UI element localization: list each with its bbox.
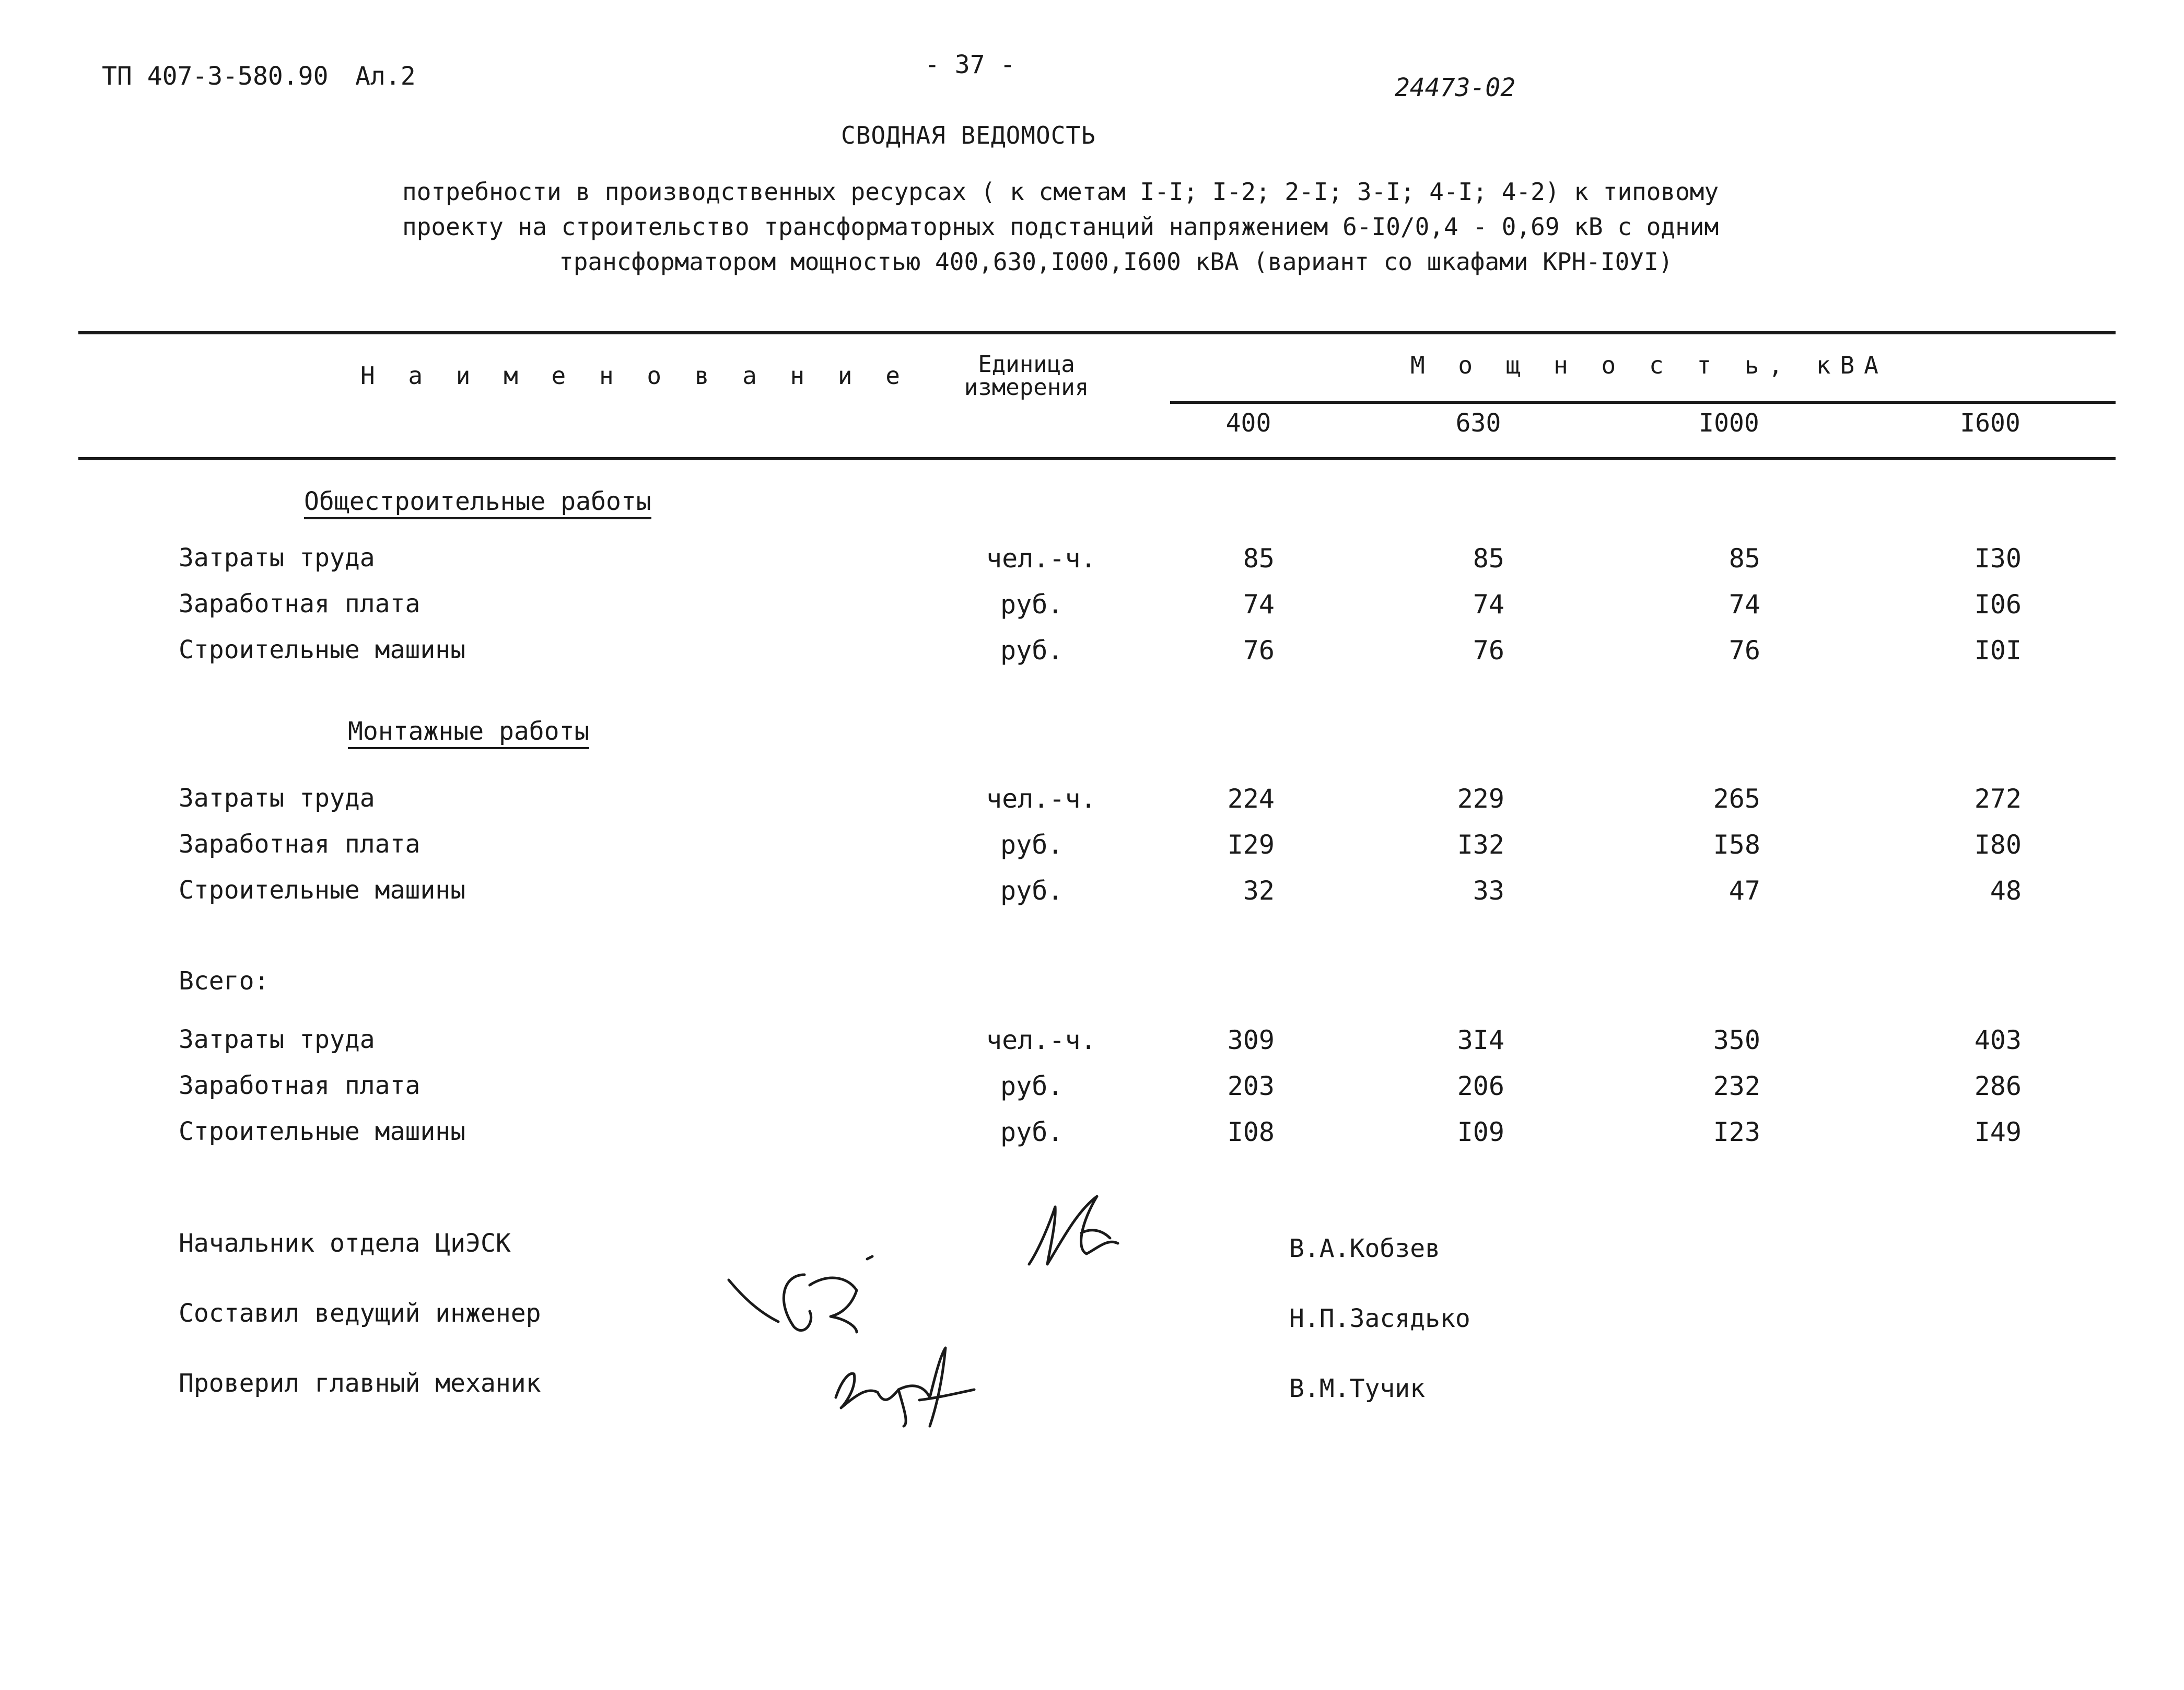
value-400: 32 bbox=[1243, 876, 1275, 906]
value-400: 309 bbox=[1227, 1025, 1275, 1055]
value-1000: 265 bbox=[1713, 784, 1760, 814]
page-title: СВОДНАЯ ВЕДОМОСТЬ bbox=[841, 121, 1096, 149]
power-630-header: 630 bbox=[1455, 409, 1501, 438]
value-1000: 232 bbox=[1713, 1071, 1760, 1101]
row-unit: чел.-ч. bbox=[986, 1025, 1096, 1055]
row-unit: руб. bbox=[1000, 1117, 1064, 1147]
document-number: 24473-02 bbox=[1395, 73, 1516, 102]
subtitle-line-3: трансформатором мощностью 400,630,I000,I600 кВА (вариант со шкафами КРН-I0УI) bbox=[559, 248, 1673, 276]
column-header-name: Н а и м е н о в а н и е bbox=[360, 362, 909, 390]
value-1600: 286 bbox=[1974, 1071, 2022, 1101]
value-630: 206 bbox=[1457, 1071, 1504, 1101]
handwritten-signature-3 bbox=[825, 1345, 977, 1429]
column-header-unit-line1: Единица bbox=[978, 351, 1075, 378]
value-630: 229 bbox=[1457, 784, 1504, 814]
table-top-rule bbox=[78, 331, 2116, 334]
row-unit: руб. bbox=[1000, 635, 1064, 666]
signature-name: В.А.Кобзев bbox=[1289, 1234, 1440, 1263]
power-1000-header: I000 bbox=[1699, 409, 1759, 438]
row-unit: руб. bbox=[1000, 830, 1064, 860]
row-unit: руб. bbox=[1000, 876, 1064, 906]
signature-name: Н.П.Засядько bbox=[1289, 1304, 1470, 1333]
signature-name: В.М.Тучик bbox=[1289, 1374, 1426, 1403]
power-header-rule bbox=[1170, 401, 2116, 404]
value-400: 76 bbox=[1243, 635, 1275, 666]
value-1600: I80 bbox=[1974, 830, 2022, 860]
power-400-header: 400 bbox=[1225, 409, 1271, 438]
value-1600: I30 bbox=[1974, 543, 2022, 574]
value-630: 76 bbox=[1473, 635, 1504, 666]
value-400: 224 bbox=[1227, 784, 1275, 814]
section-heading-installation: Монтажные работы bbox=[348, 717, 589, 749]
document-code: ТП 407-3-580.90 bbox=[102, 62, 329, 91]
value-400: 74 bbox=[1243, 589, 1275, 620]
row-unit: руб. bbox=[1000, 589, 1064, 620]
row-unit: чел.-ч. bbox=[986, 543, 1096, 574]
row-name: Затраты труда bbox=[179, 784, 375, 813]
album-label: Ал.2 bbox=[355, 62, 416, 91]
row-unit: чел.-ч. bbox=[986, 784, 1096, 814]
power-1600-header: I600 bbox=[1960, 409, 2021, 438]
value-1600: 48 bbox=[1990, 876, 2022, 906]
row-name: Заработная плата bbox=[179, 589, 421, 619]
value-400: 85 bbox=[1243, 543, 1275, 574]
row-name: Строительные машины bbox=[179, 1117, 466, 1146]
row-name: Заработная плата bbox=[179, 830, 421, 859]
row-name: Затраты труда bbox=[179, 1025, 375, 1054]
handwritten-signature-1 bbox=[1019, 1191, 1123, 1275]
value-1600: I06 bbox=[1974, 589, 2022, 620]
value-400: I08 bbox=[1227, 1117, 1275, 1147]
section-heading-total: Всего: bbox=[179, 966, 270, 996]
value-1000: 47 bbox=[1728, 876, 1760, 906]
page-number: - 37 - bbox=[925, 50, 1015, 79]
value-1000: I58 bbox=[1713, 830, 1760, 860]
signature-role: Составил ведущий инженер bbox=[179, 1299, 541, 1328]
value-400: I29 bbox=[1227, 830, 1275, 860]
signature-role: Начальник отдела ЦиЭСК bbox=[179, 1229, 511, 1258]
value-630: 74 bbox=[1473, 589, 1504, 620]
handwritten-signature-2 bbox=[726, 1254, 883, 1343]
row-name: Строительные машины bbox=[179, 635, 466, 665]
table-header-bottom-rule bbox=[78, 457, 2116, 460]
row-name: Затраты труда bbox=[179, 543, 375, 573]
value-1600: I49 bbox=[1974, 1117, 2022, 1147]
value-400: 203 bbox=[1227, 1071, 1275, 1101]
value-1000: 76 bbox=[1728, 635, 1760, 666]
section-heading-general: Общестроительные работы bbox=[304, 487, 651, 519]
row-name: Строительные машины bbox=[179, 876, 466, 905]
subtitle-line-1: потребности в производственных ресурсах ( к сметам I-I; I-2; 2-I; 3-I; 4-I; 4-2) к типовому bbox=[402, 178, 1719, 206]
row-name: Заработная плата bbox=[179, 1071, 421, 1100]
value-1000: 350 bbox=[1713, 1025, 1760, 1055]
value-1000: I23 bbox=[1713, 1117, 1760, 1147]
value-630: I09 bbox=[1457, 1117, 1504, 1147]
value-630: 85 bbox=[1473, 543, 1504, 574]
row-unit: руб. bbox=[1000, 1071, 1064, 1101]
column-header-unit-line2: измерения bbox=[964, 374, 1089, 401]
value-1000: 85 bbox=[1728, 543, 1760, 574]
value-630: 3I4 bbox=[1457, 1025, 1504, 1055]
subtitle-line-2: проекту на строительство трансформаторных подстанций напряжением 6-I0/0,4 - 0,69 кВ с одним bbox=[402, 213, 1719, 241]
column-header-power: М о щ н о с т ь, кВА bbox=[1410, 351, 1888, 379]
value-1600: I0I bbox=[1974, 635, 2022, 666]
value-630: I32 bbox=[1457, 830, 1504, 860]
signature-role: Проверил главный механик bbox=[179, 1369, 541, 1398]
value-1600: 272 bbox=[1974, 784, 2022, 814]
value-630: 33 bbox=[1473, 876, 1504, 906]
value-1600: 403 bbox=[1974, 1025, 2022, 1055]
value-1000: 74 bbox=[1728, 589, 1760, 620]
